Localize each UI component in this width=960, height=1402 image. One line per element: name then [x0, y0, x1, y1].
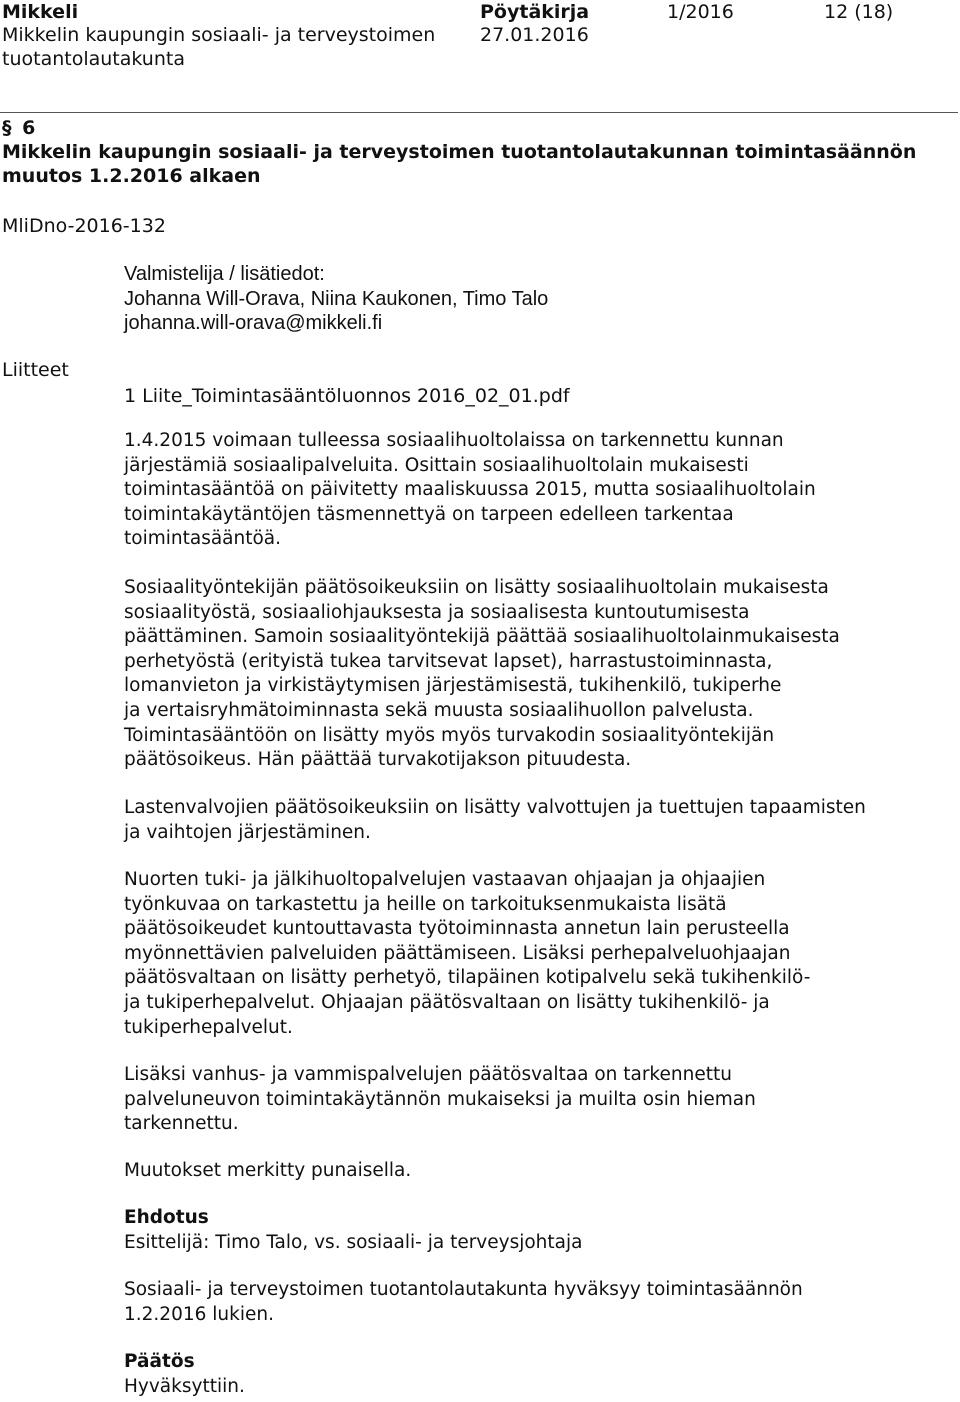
decision-heading: Päätös [124, 1351, 195, 1372]
section-title-line1: Mikkelin kaupungin sosiaali- ja terveystoimen tuotantolautakunnan toimintasäännön [2, 141, 917, 163]
preparer-names: Johanna Will-Orava, Niina Kaukonen, Timo Talo [124, 288, 549, 310]
paragraph-line: työnkuvaa on tarkastettu ja heille on tarkoituksenmukaista lisätä [124, 893, 727, 915]
paragraph-line: tukiperhepalvelut. [124, 1016, 293, 1038]
committee-name-line1: Mikkelin kaupungin sosiaali- ja terveystoimen [2, 24, 436, 46]
paragraph-line: päättäminen. Samoin sosiaalityöntekijä päättää sosiaalihuoltolainmukaisesta [124, 626, 840, 648]
paragraph-line: päätösoikeus. Hän päättää turvakotijakson pituudesta. [124, 749, 632, 771]
paragraph-line: toimintakäytäntöjen täsmennettyä on tarpeen edelleen tarkentaa [124, 503, 734, 525]
paragraph-line: Lisäksi vanhus- ja vammispalvelujen päätösvaltaa on tarkennettu [124, 1064, 732, 1085]
paragraph-line: ja tukiperhepalvelut. Ohjaajan päätösvaltaan on lisätty tukihenkilö- ja [124, 991, 770, 1013]
paragraph-4 [124, 868, 944, 1040]
paragraph-line: ja vertaisryhmätoiminnasta sekä muusta sosiaalihuollon palvelusta. [124, 699, 754, 721]
header-divider [0, 112, 958, 113]
paragraph-line: päätösoikeudet kuntouttavasta työtoiminnasta annetun lain perusteella [124, 918, 790, 940]
section-title-line2: muutos 1.2.2016 alkaen [2, 165, 261, 187]
paragraph-line: Lastenvalvojien päätösoikeuksiin on lisätty valvottujen ja tuettujen tapaamisten [124, 797, 866, 818]
attachments-label: Liitteet [2, 359, 69, 381]
proposal-text [124, 1278, 944, 1327]
paragraph-line: järjestämiä sosiaalipalveluita. Osittain sosiaalihuoltolain mukaisesti [124, 454, 749, 476]
paragraph-2 [124, 576, 944, 773]
paragraph-line: 1.4.2015 voimaan tulleessa sosiaalihuoltolaissa on tarkennettu kunnan [124, 430, 784, 451]
paragraph-5 [124, 1063, 944, 1137]
paragraph-6 [124, 1159, 944, 1184]
paragraph-3 [124, 796, 944, 845]
proposal-text-line: 1.2.2016 lukien. [124, 1303, 274, 1325]
attachment-item[interactable]: 1 Liite_Toimintasääntöluonnos 2016_02_01.pdf [124, 385, 570, 407]
paragraph-line: Nuorten tuki- ja jälkihuoltopalvelujen vastaavan ohjaajan ja ohjaajien [124, 869, 766, 890]
diary-number: MliDno-2016-132 [2, 215, 166, 237]
proposal-section [124, 1206, 944, 1255]
preparer-label: Valmistelija / lisätiedot: [124, 263, 325, 285]
decision-text: Hyväksyttiin. [124, 1375, 245, 1397]
section-heading [2, 116, 35, 140]
paragraph-line: tarkennettu. [124, 1113, 239, 1135]
doc-number: 1/2016 [667, 1, 734, 23]
paragraph-line: lomanvieton ja virkistäytymisen järjestämisestä, tukihenkilö, tukiperhe [124, 675, 782, 697]
paragraph-line: ja vaihtojen järjestäminen. [124, 821, 371, 843]
paragraph-line: päätösvaltaan on lisätty perhetyö, tilapäinen kotipalvelu sekä tukihenkilö- [124, 967, 811, 989]
paragraph-line: myönnettävien palveluiden päättämiseen. Lisäksi perhepalveluohjaajan [124, 942, 791, 964]
paragraph-line: toimintasääntöä on päivitetty maaliskuussa 2015, mutta sosiaalihuoltolain [124, 479, 816, 501]
doc-type: Pöytäkirja [480, 1, 590, 23]
paragraph-line: palveluneuvon toimintakäytännön mukaiseksi ja muilta osin hieman [124, 1088, 756, 1110]
paragraph-line: toimintasääntöä. [124, 528, 282, 550]
paragraph-line: Sosiaalityöntekijän päätösoikeuksiin on lisätty sosiaalihuoltolain mukaisesta [124, 577, 829, 598]
committee-name-line2: tuotantolautakunta [2, 48, 185, 70]
paragraph-line: Muutokset merkitty punaisella. [124, 1160, 412, 1181]
meeting-date: 27.01.2016 [480, 24, 589, 46]
section-sign: § [2, 117, 12, 139]
org-name: Mikkeli [2, 1, 79, 23]
paragraph-line: Toimintasääntöön on lisätty myös myös turvakodin sosiaalityöntekijän [124, 724, 775, 746]
section-number: 6 [22, 117, 36, 139]
paragraph-line: sosiaalityöstä, sosiaaliohjauksesta ja sosiaalisesta kuntoutumisesta [124, 601, 750, 623]
proposal-text-line: Sosiaali- ja terveystoimen tuotantolautakunta hyväksyy toimintasäännön [124, 1279, 803, 1300]
paragraph-line: perhetyöstä (erityistä tukea tarvitsevat lapset), harrastustoiminnasta, [124, 650, 773, 672]
page-number: 12 (18) [824, 1, 894, 23]
preparer-email[interactable]: johanna.will-orava@mikkeli.fi [124, 312, 383, 334]
paragraph-1 [124, 429, 944, 552]
proposal-presenter: Esittelijä: Timo Talo, vs. sosiaali- ja terveysjohtaja [124, 1231, 583, 1253]
proposal-heading: Ehdotus [124, 1207, 209, 1228]
decision-section [124, 1350, 944, 1399]
